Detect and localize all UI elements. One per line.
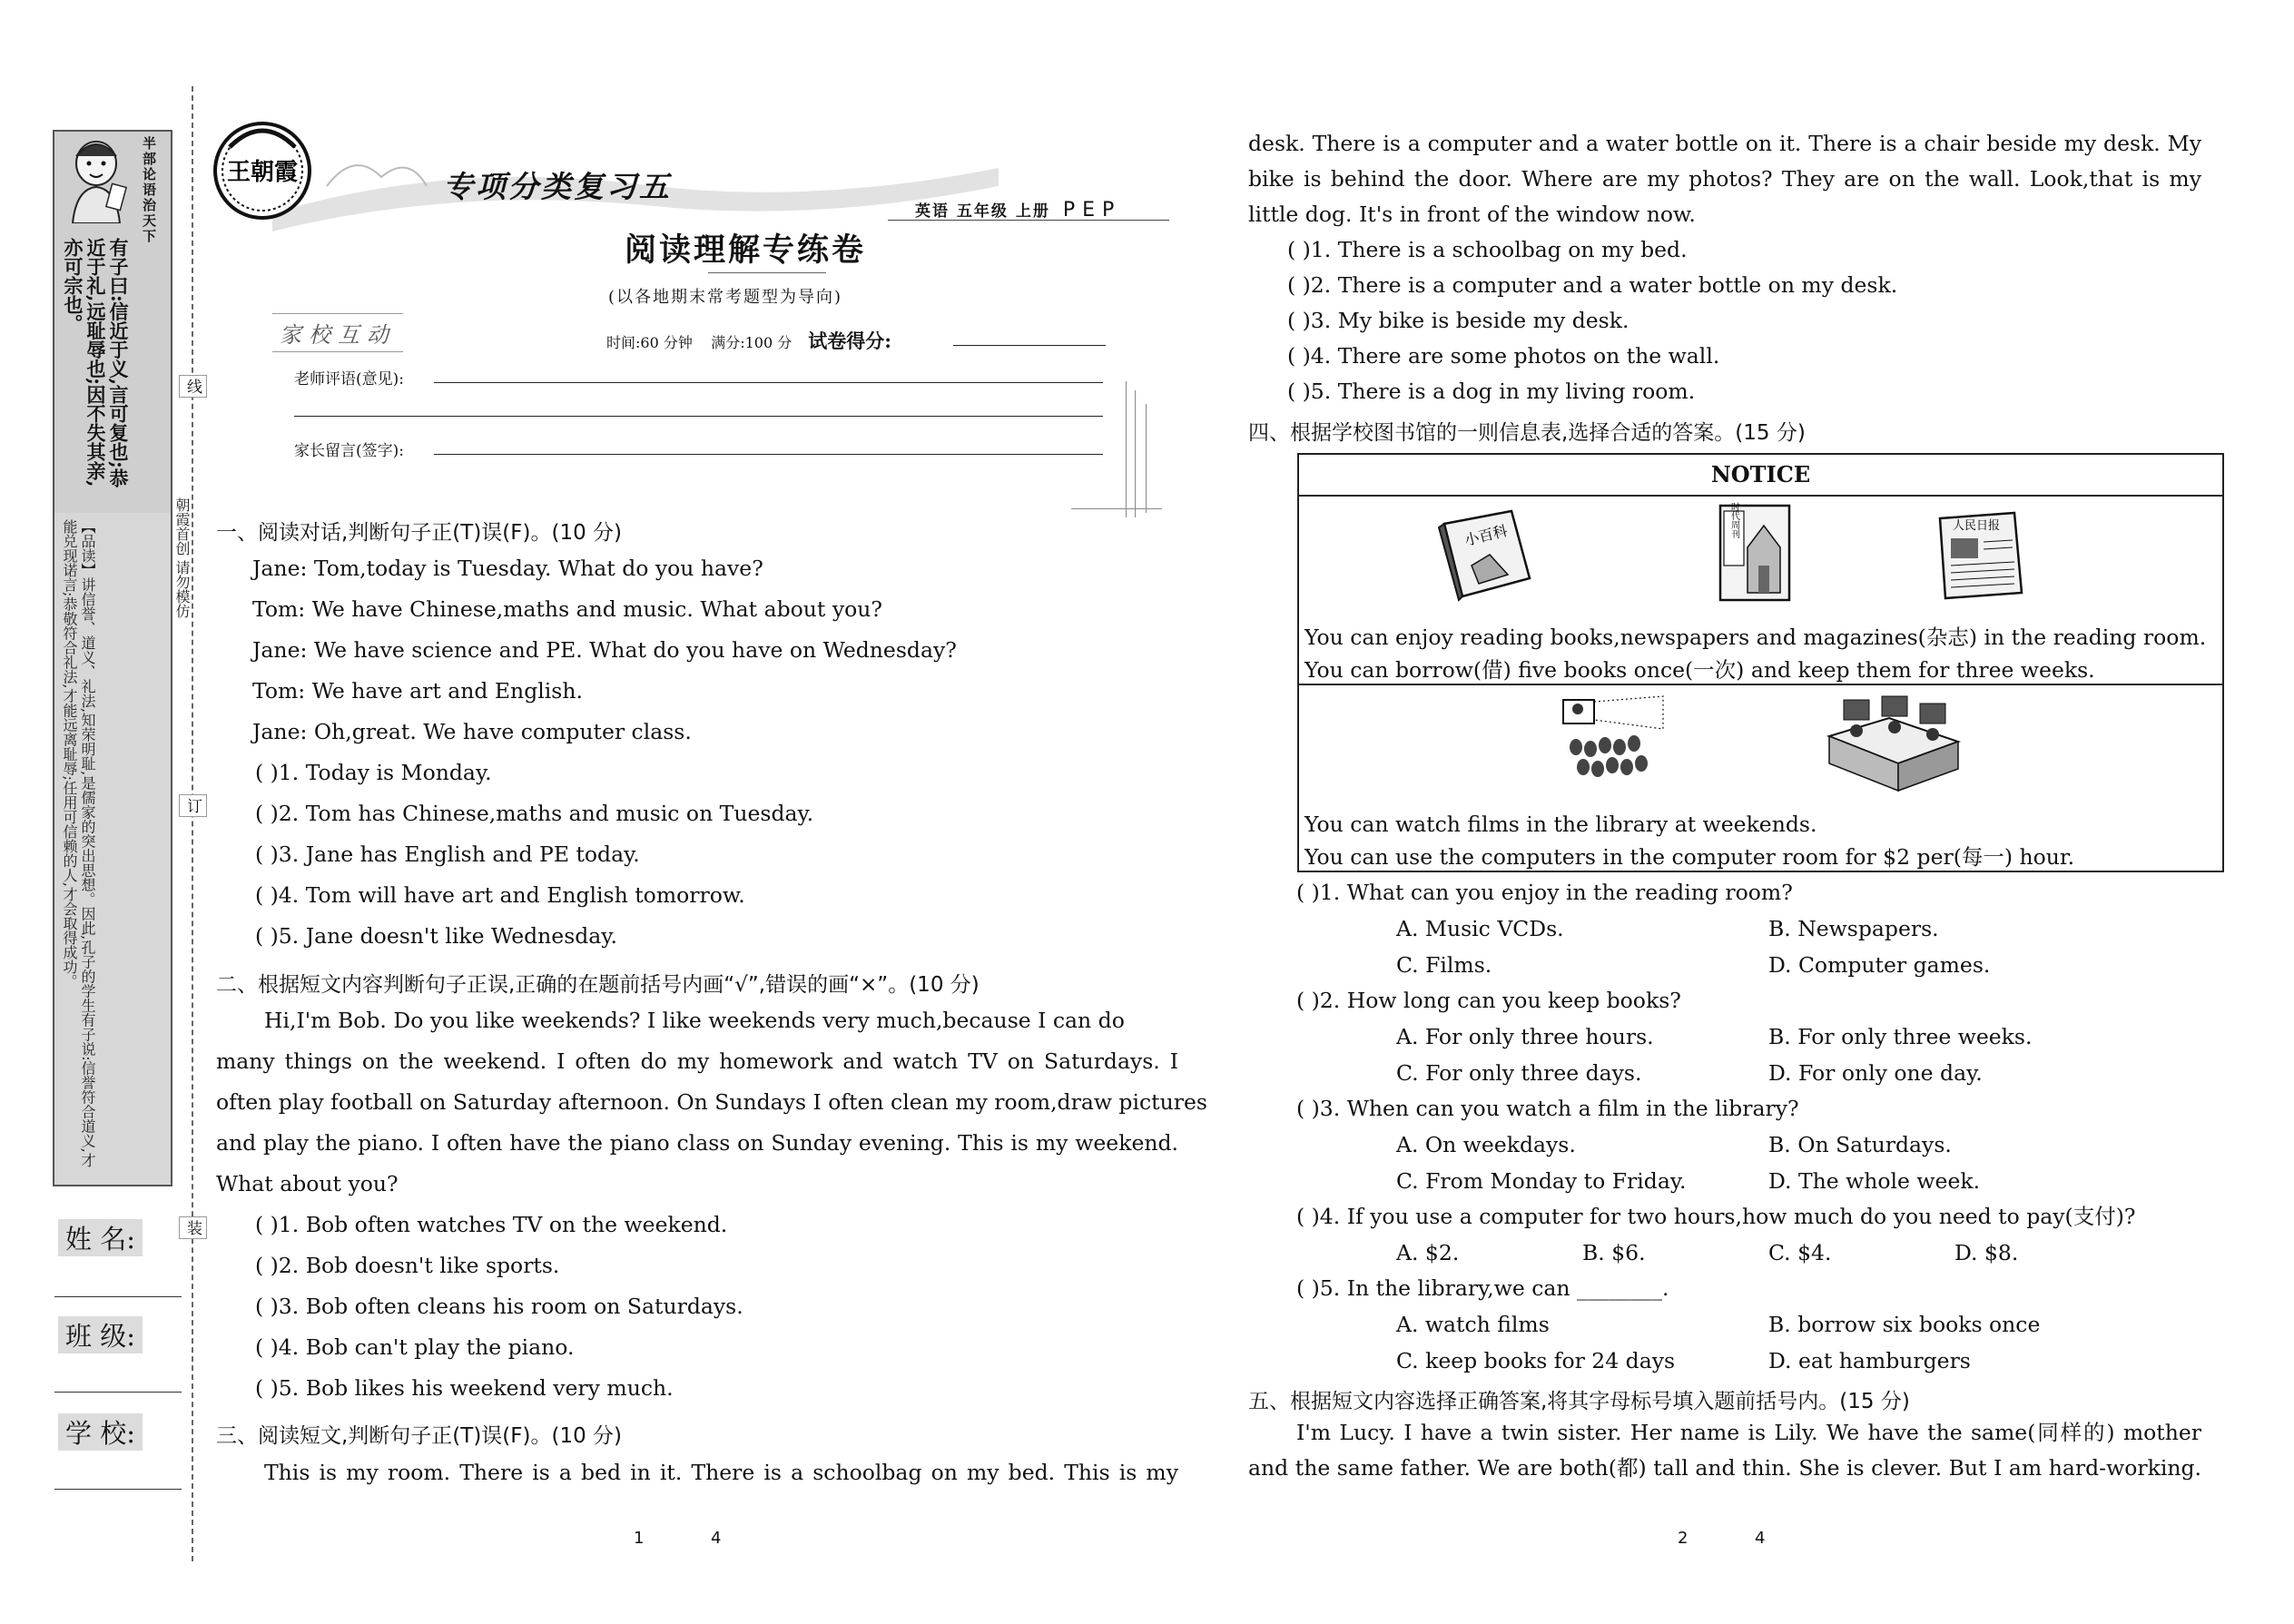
- question-item[interactable]: ( )2. Bob doesn't like sports.: [255, 1253, 560, 1278]
- paper-title: 阅读理解专练卷: [625, 231, 867, 269]
- teacher-comment-field-2[interactable]: [294, 416, 1103, 417]
- question-item[interactable]: ( )2. There is a computer and a water bottle on my desk.: [1287, 272, 1898, 298]
- section5-heading: 五、根据短文内容选择正确答案,将其字母标号填入题前括号内。(15 分): [1248, 1390, 1910, 1413]
- question-item[interactable]: ( )3. Bob often cleans his room on Saturdays.: [255, 1294, 743, 1319]
- passage-line: little dog. It's in front of the window now.: [1248, 202, 1696, 227]
- newspaper-icon: [1935, 509, 2025, 602]
- question-item[interactable]: ( )5. Jane doesn't like Wednesday.: [255, 923, 617, 949]
- series-title: 专项分类复习五: [443, 169, 672, 204]
- name-label: 姓 名:: [58, 1219, 143, 1256]
- sidebar-quote: 有子曰:信近于义,言可复也;恭近于礼,远耻辱也;因不失其亲,亦可宗也。: [62, 238, 130, 487]
- passage-line: and the same father. We are both(都) tall and thin. She is clever. But I am hard-working.: [1248, 1455, 2201, 1481]
- section4-heading: 四、根据学校图书馆的一则信息表,选择合适的答案。(15 分): [1248, 421, 1806, 445]
- question-item[interactable]: ( )4. Bob can't play the piano.: [255, 1334, 575, 1360]
- answer-option[interactable]: B. $6.: [1582, 1240, 1646, 1265]
- question-item[interactable]: ( )3. When can you watch a film in the library?: [1296, 1096, 1799, 1121]
- answer-option[interactable]: C. From Monday to Friday.: [1396, 1168, 1687, 1194]
- dialogue-line: Tom: We have Chinese,maths and music. What about you?: [252, 596, 882, 622]
- question-item[interactable]: ( )2. Tom has Chinese,maths and music on Tuesday.: [255, 801, 814, 826]
- question-item[interactable]: ( )2. How long can you keep books?: [1296, 988, 1681, 1013]
- answer-option[interactable]: B. On Saturdays.: [1768, 1132, 1952, 1157]
- parent-comment-field[interactable]: [434, 454, 1103, 455]
- answer-option[interactable]: A. For only three hours.: [1396, 1024, 1654, 1049]
- question-item[interactable]: ( )1. There is a schoolbag on my bed.: [1287, 237, 1688, 262]
- magazine-icon: [1717, 502, 1795, 604]
- subject-line: [915, 198, 1121, 221]
- question-item[interactable]: ( )4. If you use a computer for two hours,how much do you need to pay(支付)?: [1296, 1204, 2136, 1229]
- confucius-avatar-icon: [60, 136, 133, 223]
- section2-heading: 二、根据短文内容判断句子正误,正确的在题前括号内画“√”,错误的画“×”。(10 分): [216, 973, 980, 997]
- series-name: 半部论语治天下: [141, 136, 157, 244]
- answer-option[interactable]: A. On weekdays.: [1396, 1132, 1576, 1157]
- answer-option[interactable]: D. eat hamburgers: [1768, 1348, 1971, 1373]
- logo-text: 王朝霞: [226, 159, 299, 186]
- answer-option[interactable]: B. Newspapers.: [1768, 916, 1939, 941]
- home-school-badge: 家校互动: [272, 313, 403, 352]
- teacher-comment-field[interactable]: [434, 382, 1103, 383]
- question-item[interactable]: ( )3. Jane has English and PE today.: [255, 842, 640, 867]
- book-label: 小百科: [1462, 521, 1510, 549]
- answer-option[interactable]: B. For only three weeks.: [1768, 1024, 2033, 1049]
- answer-option[interactable]: D. Computer games.: [1768, 952, 1991, 978]
- meta-line: [606, 327, 891, 354]
- passage-line: bike is behind the door. Where are my photos? They are on the wall. Look,that is my: [1248, 166, 2201, 192]
- section1-heading: 一、阅读对话,判断句子正(T)误(F)。(10 分): [216, 521, 623, 545]
- full-score-label: 满分:100 分: [711, 334, 793, 351]
- score-label: 试卷得分:: [808, 330, 891, 352]
- name-field[interactable]: [54, 1296, 182, 1297]
- cinema-audience-icon: [1558, 693, 1667, 787]
- section3-heading: 三、阅读短文,判断句子正(T)误(F)。(10 分): [216, 1424, 623, 1448]
- notice-title: NOTICE: [1299, 455, 2222, 497]
- side-note: 朝霞首创 请勿模仿: [173, 497, 191, 619]
- cut-line: [192, 86, 193, 1561]
- parent-comment-label: 家长留言(签字):: [294, 442, 404, 460]
- notice-table: [1297, 453, 2224, 872]
- question-item[interactable]: ( )5. In the library,we can ________.: [1296, 1275, 1669, 1301]
- class-field[interactable]: [54, 1392, 182, 1393]
- page-total: 4: [711, 1529, 722, 1548]
- question-item[interactable]: ( )3. My bike is beside my desk.: [1287, 308, 1629, 333]
- page-total: 4: [1755, 1529, 1766, 1548]
- passage-line: This is my room. There is a bed in it. There is a schoolbag on my bed. This is my: [264, 1460, 1178, 1485]
- answer-option[interactable]: C. For only three days.: [1396, 1060, 1642, 1086]
- answer-option[interactable]: D. For only one day.: [1768, 1060, 1983, 1086]
- passage-line: often play football on Saturday afternoon. On Sundays I often clean my room,draw pictures: [216, 1089, 1207, 1115]
- sidebar-comment: 【品读】讲信誉、道义、礼法,知荣明耻,是儒家的突出思想。因此,孔子的学生有子说:信誉符合道义,才能兑现诺言;恭敬符合礼法,才能远离耻辱;任用可信赖的人,才会取得成功。: [61, 519, 96, 1167]
- dialogue-line: Jane: Tom,today is Tuesday. What do you have?: [252, 556, 763, 581]
- question-item[interactable]: ( )1. What can you enjoy in the reading room?: [1296, 880, 1793, 905]
- passage-line: and play the piano. I often have the piano class on Sunday evening. This is my weekend.: [216, 1130, 1178, 1156]
- question-item[interactable]: ( )5. Bob likes his weekend very much.: [255, 1375, 674, 1401]
- question-item[interactable]: ( )4. Tom will have art and English tomorrow.: [255, 882, 745, 908]
- class-label: 班 级:: [58, 1316, 143, 1353]
- page-number: 2: [1678, 1529, 1689, 1548]
- cut-mark: 线: [179, 375, 207, 398]
- title-underline: [708, 272, 826, 273]
- passage-line: many things on the weekend. I often do my homework and watch TV on Saturdays. I: [216, 1048, 1178, 1074]
- newspaper-label: 人民日报: [1953, 519, 2001, 533]
- computer-room-icon: [1826, 691, 1962, 792]
- question-item[interactable]: ( )4. There are some photos on the wall.: [1287, 343, 1720, 369]
- subject-underline: [888, 220, 1169, 221]
- subject-label: 英语 五年级 上册: [915, 202, 1050, 221]
- answer-option[interactable]: A. $2.: [1396, 1240, 1460, 1265]
- dialogue-line: Tom: We have art and English.: [252, 678, 583, 704]
- notice-text: You can enjoy reading books,newspapers and magazines(杂志) in the reading room.: [1305, 625, 2207, 650]
- dialogue-line: Jane: Oh,great. We have computer class.: [252, 719, 692, 744]
- notice-text: You can watch films in the library at weekends.: [1305, 812, 1817, 837]
- score-field[interactable]: [953, 345, 1106, 346]
- time-label: 时间:60 分钟: [606, 334, 693, 351]
- question-item[interactable]: ( )1. Today is Monday.: [255, 760, 492, 785]
- notice-divider: [1299, 684, 2222, 685]
- passage-line: desk. There is a computer and a water bottle on it. There is a chair beside my desk. My: [1248, 131, 2201, 156]
- dialogue-line: Jane: We have science and PE. What do you have on Wednesday?: [252, 637, 957, 663]
- answer-option[interactable]: C. $4.: [1768, 1240, 1832, 1265]
- cut-mark: 装: [179, 1216, 207, 1239]
- encyclopedia-book-icon: [1435, 506, 1535, 602]
- answer-option[interactable]: C. keep books for 24 days: [1396, 1348, 1676, 1373]
- school-field[interactable]: [54, 1489, 182, 1490]
- answer-option[interactable]: C. Films.: [1396, 952, 1492, 978]
- question-item[interactable]: ( )5. There is a dog in my living room.: [1287, 379, 1696, 404]
- page-number: 1: [634, 1529, 645, 1548]
- passage-line: I'm Lucy. I have a twin sister. Her name is Lily. We have the same(同样的) mother: [1296, 1420, 2201, 1445]
- deco-line: [1126, 381, 1127, 517]
- edition-label: PEP: [1062, 199, 1122, 221]
- deco-line: [1071, 508, 1162, 509]
- answer-option[interactable]: D. $8.: [1954, 1240, 2019, 1265]
- brand-logo: [212, 120, 313, 221]
- paper-subtitle: (以各地期末常考题型为导向): [608, 288, 843, 307]
- answer-option[interactable]: A. watch films: [1396, 1312, 1550, 1337]
- answer-option[interactable]: B. borrow six books once: [1768, 1312, 2041, 1337]
- teacher-comment-label: 老师评语(意见):: [294, 370, 404, 389]
- magazine-label: 时代周刊: [1728, 502, 1739, 538]
- passage-line: Hi,I'm Bob. Do you like weekends? I like weekends very much,because I can do: [264, 1008, 1125, 1033]
- passage-line: What about you?: [216, 1171, 399, 1196]
- school-label: 学 校:: [58, 1413, 143, 1451]
- question-item[interactable]: ( )1. Bob often watches TV on the weekend.: [255, 1212, 728, 1237]
- answer-option[interactable]: A. Music VCDs.: [1396, 916, 1564, 941]
- notice-text: You can borrow(借) five books once(一次) and keep them for three weeks.: [1305, 657, 2095, 683]
- notice-text: You can use the computers in the computer room for $2 per(每一) hour.: [1305, 844, 2075, 870]
- cut-mark: 订: [179, 794, 207, 817]
- deco-line: [1146, 404, 1147, 513]
- deco-line: [1135, 390, 1136, 517]
- answer-option[interactable]: D. The whole week.: [1768, 1168, 1981, 1194]
